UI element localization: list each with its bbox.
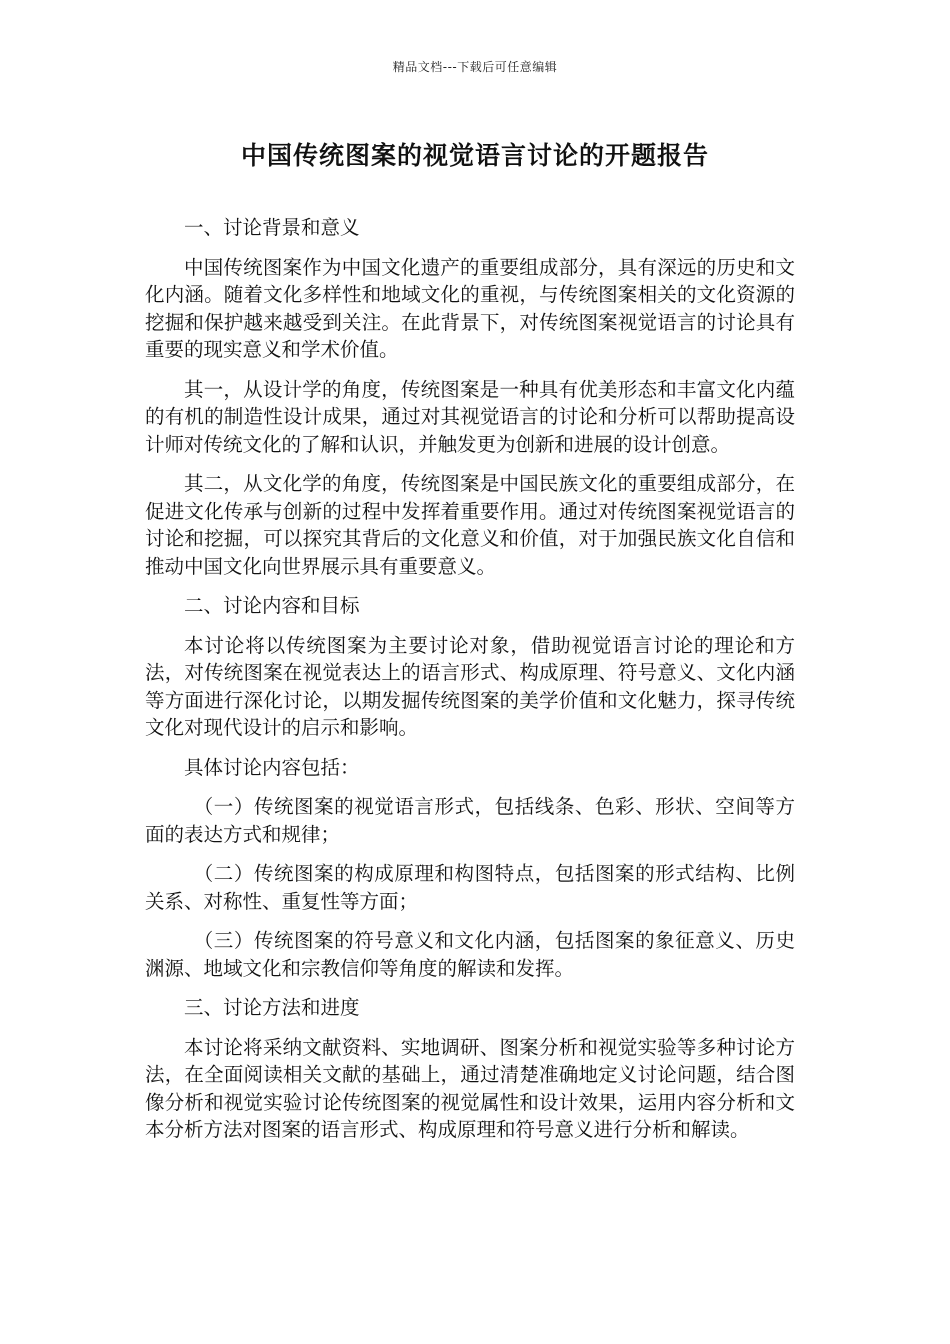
header-note: 精品文档---下载后可任意编辑 xyxy=(392,60,558,74)
section-heading-content-goals: 二、讨论内容和目标 xyxy=(184,594,360,617)
section-heading-background: 一、讨论背景和意义 xyxy=(184,216,360,239)
paragraph-specific-content: 具体讨论内容包括： xyxy=(184,755,360,779)
section-heading-methods-progress: 三、讨论方法和进度 xyxy=(184,996,360,1019)
paragraph-background-intro: 中国传统图案作为中国文化遗产的重要组成部分，具有深远的历史和文化内涵。随着文化多样性和地域文化的重视，与传统图案相关的文化资源的挖掘和保护越来越受到关注。在此背景下，对传统图案视觉语言的讨论具有重要的现实意义和学术价值。 xyxy=(145,255,795,361)
list-item-composition-principle: （二）传统图案的构成原理和构图特点，包括图案的形式结构、比例关系、对称性、重复性等方面； xyxy=(145,862,795,913)
paragraph-design-perspective: 其一，从设计学的角度，传统图案是一种具有优美形态和丰富文化内蕴的有机的制造性设计成果，通过对其视觉语言的讨论和分析可以帮助提高设计师对传统文化的了解和认识，并触发更为创新和进展的设计创意。 xyxy=(145,377,795,456)
document-title: 中国传统图案的视觉语言讨论的开题报告 xyxy=(240,141,709,170)
paragraph-methods: 本讨论将采纳文献资料、实地调研、图案分析和视觉实验等多种讨论方法，在全面阅读相关文献的基础上，通过清楚准确地定义讨论问题，结合图像分析和视觉实验讨论传统图案的视觉属性和设计效果，运用内容分析和文本分析方法对图案的语言形式、构成原理和符号意义进行分析和解读。 xyxy=(145,1035,795,1141)
document-body xyxy=(145,214,795,1156)
list-item-symbolic-meaning: （三）传统图案的符号意义和文化内涵，包括图案的象征意义、历史渊源、地域文化和宗教信仰等角度的解读和发挥。 xyxy=(145,929,795,980)
paragraph-culture-perspective: 其二，从文化学的角度，传统图案是中国民族文化的重要组成部分，在促进文化传承与创新的过程中发挥着重要作用。通过对传统图案视觉语言的讨论和挖掘，可以探究其背后的文化意义和价值，对于加强民族文化自信和推动中国文化向世界展示具有重要意义。 xyxy=(145,472,795,578)
list-item-visual-language-form: （一）传统图案的视觉语言形式，包括线条、色彩、形状、空间等方面的表达方式和规律； xyxy=(145,795,795,846)
paragraph-content-goals: 本讨论将以传统图案为主要讨论对象，借助视觉语言讨论的理论和方法，对传统图案在视觉表达上的语言形式、构成原理、符号意义、文化内涵等方面进行深化讨论，以期发掘传统图案的美学价值和文化魅力，探寻传统文化对现代设计的启示和影响。 xyxy=(145,633,795,739)
